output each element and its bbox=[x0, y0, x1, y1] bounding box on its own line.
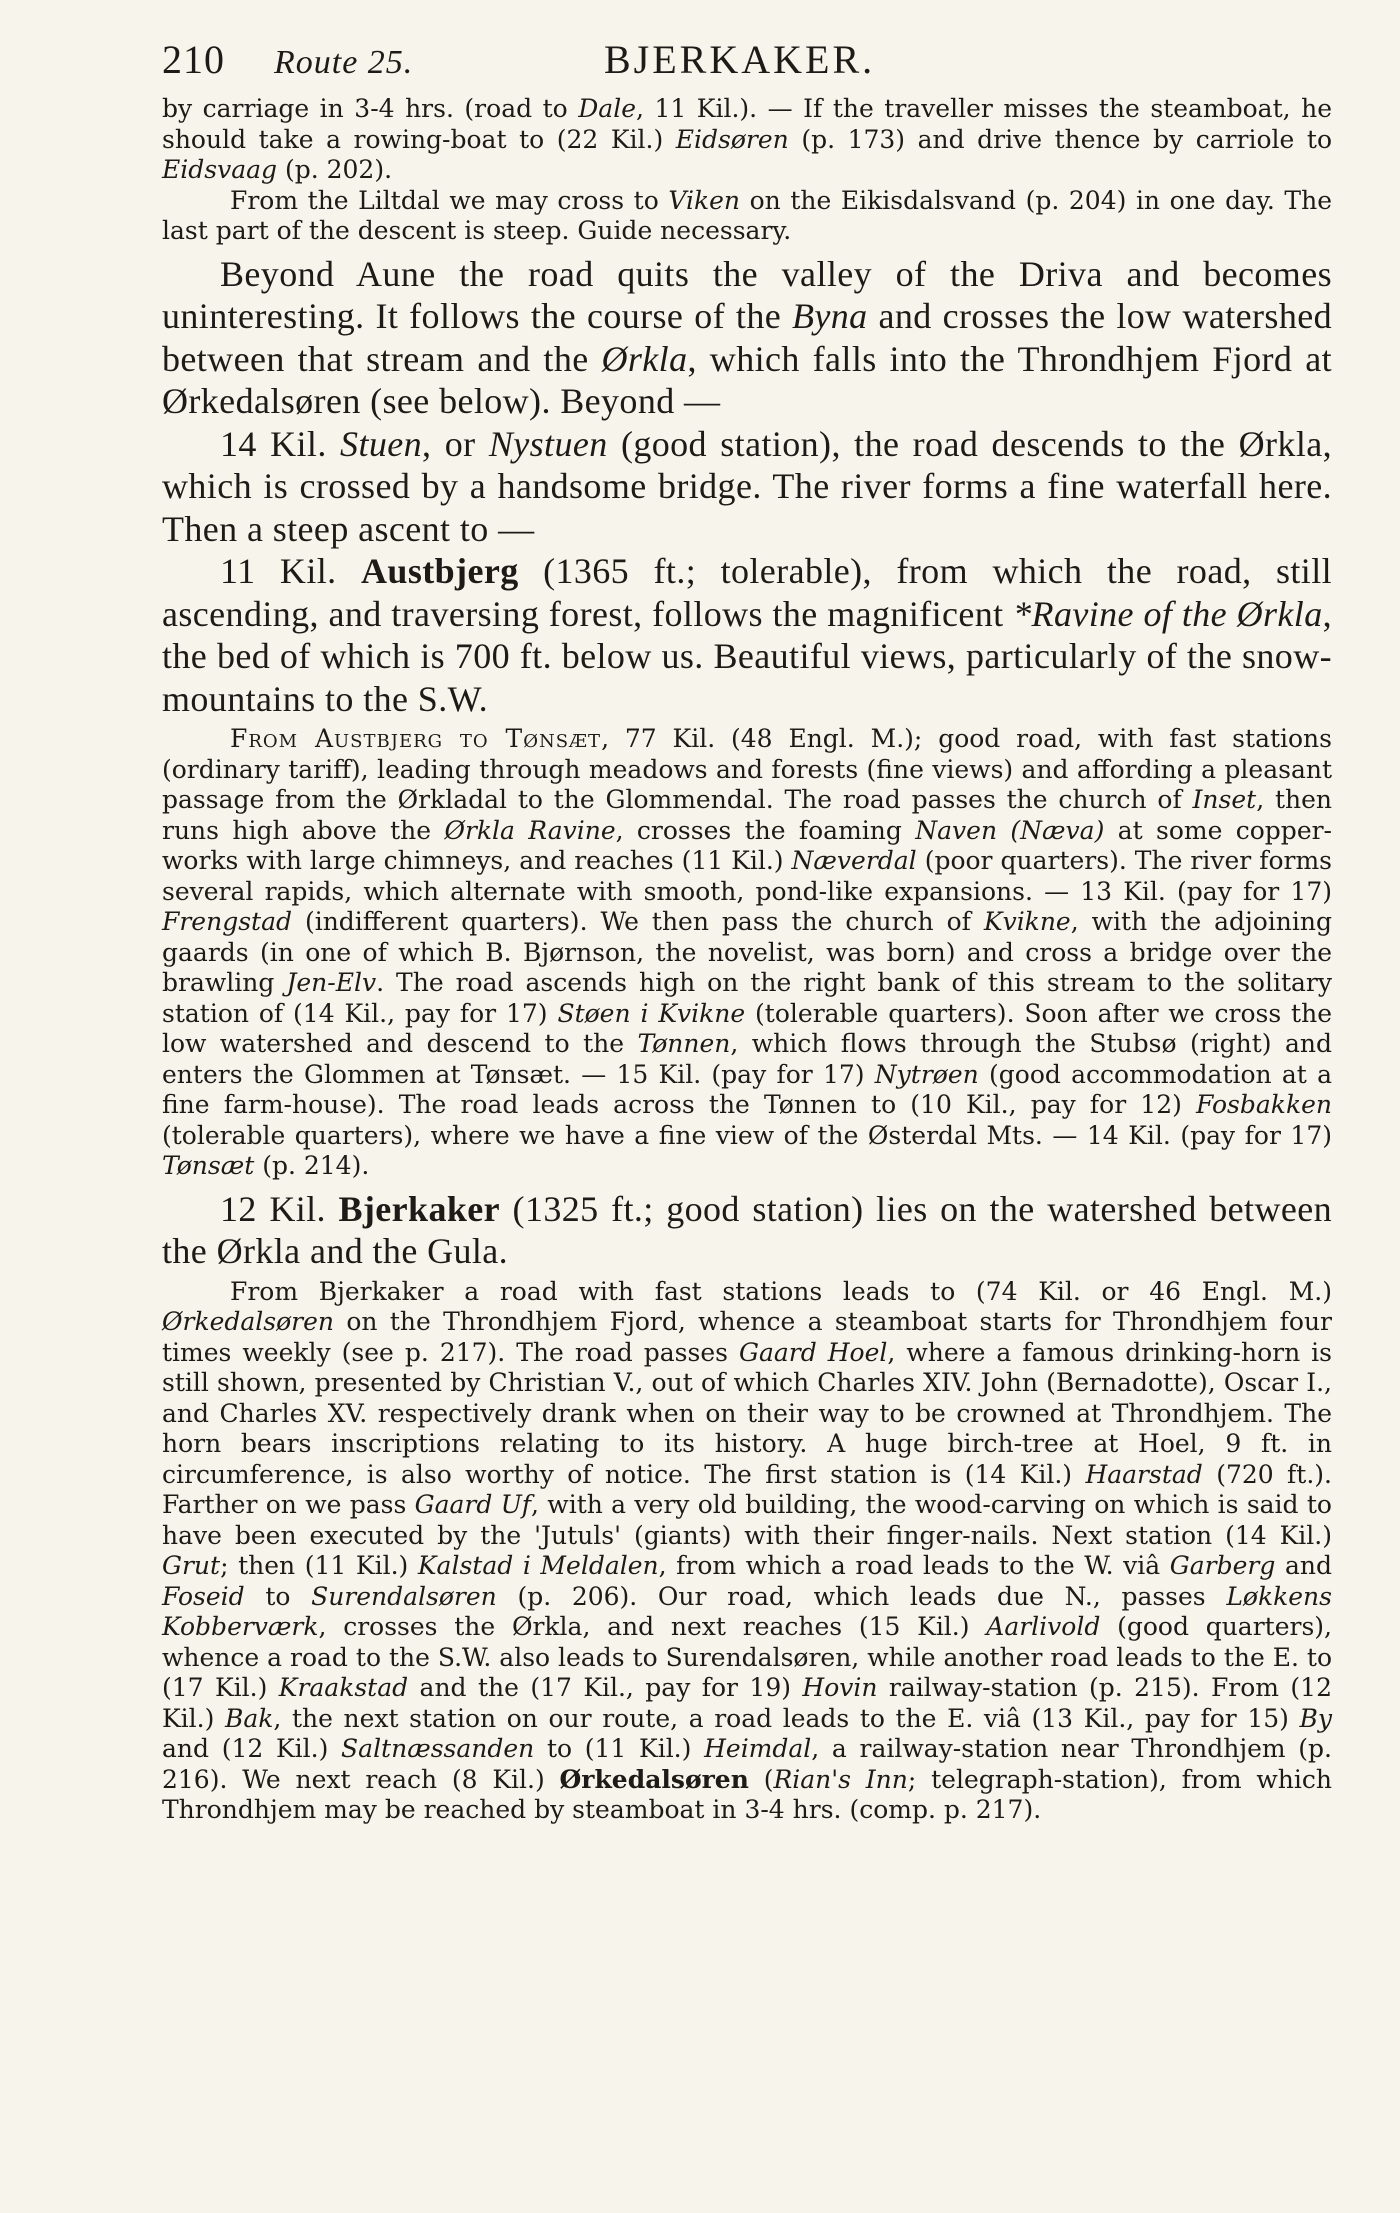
text-run: Garberg bbox=[1169, 1551, 1276, 1580]
text-run: Heimdal bbox=[704, 1734, 812, 1763]
body-text bbox=[162, 94, 1332, 1826]
text-run: , from which a road leads to the W. viâ bbox=[658, 1551, 1170, 1580]
text-run: Ørkla Ravine bbox=[444, 815, 616, 845]
text-run: Kraakstad bbox=[278, 1673, 409, 1702]
text-run: (720 ft.). Farther on we pass bbox=[162, 1459, 1332, 1519]
text-run: at some copper-works with large chimneys, and reaches (11 Kil.) bbox=[162, 815, 1333, 875]
text-run: Ørkedalsøren bbox=[162, 1307, 335, 1336]
text-run: (tolerable quarters), where we have a fine view of the Østerdal Mts. — 14 Kil. (pay for 17) bbox=[162, 1120, 1332, 1150]
paragraph-p3 bbox=[162, 253, 1332, 423]
text-run: railway-station (p. 215). From (12 Kil.) bbox=[162, 1673, 1332, 1733]
paragraph-p8 bbox=[162, 1277, 1332, 1826]
text-run: Rian's Inn bbox=[773, 1764, 908, 1794]
text-run: From the Liltdal we may cross to bbox=[230, 185, 669, 215]
text-run: Frengstad bbox=[162, 907, 292, 936]
text-run: Fosbakken bbox=[1196, 1090, 1332, 1119]
text-run: (p. 202). bbox=[277, 155, 393, 184]
text-run: , 11 Kil.). — If the traveller misses the steamboat, he should take a rowing-boat to (22 Kil.) bbox=[162, 94, 1332, 154]
running-title: BJERKAKER. bbox=[604, 37, 876, 82]
text-run: From Bjerkaker a road with fast stations leads to (74 Kil. or 46 Engl. M.) bbox=[230, 1276, 1332, 1306]
text-run: (tolerable quarters). Soon after we cross the low watershed and descend to the bbox=[162, 998, 1332, 1058]
text-run: Nystuen bbox=[488, 423, 608, 464]
paragraph-p5 bbox=[162, 550, 1332, 720]
text-run: 11 Kil. bbox=[220, 551, 362, 591]
text-run: Grut bbox=[162, 1551, 221, 1580]
paragraph-p6 bbox=[162, 724, 1332, 1182]
text-run: ( bbox=[748, 1764, 774, 1794]
text-run: on the Throndhjem Fjord, whence a steamboat starts for Throndhjem four times weekly (see p. 217). The road passes bbox=[162, 1307, 1332, 1367]
text-run: , the next station on our route, a road leads to the E. viâ (13 Kil., pay for 15) bbox=[273, 1703, 1300, 1733]
text-run: and the (17 Kil., pay for 19) bbox=[408, 1673, 803, 1702]
text-run: Støen i Kvikne bbox=[557, 998, 746, 1028]
text-run: , which falls into the Throndhjem Fjord at Ørkedalsøren (see below). Beyond — bbox=[162, 338, 1332, 421]
text-run: , crosses the Ørkla, and next reaches (15 Kil.) bbox=[318, 1612, 987, 1641]
text-run: Saltnæssanden bbox=[341, 1734, 535, 1763]
text-run: Ørkla bbox=[601, 338, 688, 379]
route-label: Route 25. bbox=[274, 44, 414, 81]
text-run: Viken bbox=[668, 185, 741, 215]
text-run: ; telegraph-station), from which Throndhjem may be reached by steamboat in 3-4 hrs. (comp. p. 217). bbox=[162, 1764, 1332, 1824]
text-run: to bbox=[244, 1581, 312, 1611]
text-run: to (11 Kil.) bbox=[534, 1734, 705, 1763]
text-run: and bbox=[1275, 1551, 1332, 1580]
text-run: 12 Kil. bbox=[220, 1188, 339, 1229]
text-run: (good station), the road descends to the Ørkla, which is crossed by a handsome bridge. The river forms a fine waterfall here. Then a steep ascent to — bbox=[162, 423, 1332, 549]
text-run: Stuen bbox=[340, 423, 423, 464]
text-run: By bbox=[1299, 1703, 1332, 1733]
text-run: Austbjerg bbox=[361, 551, 519, 591]
text-run: Kvikne bbox=[983, 907, 1071, 936]
text-run: (poor quarters). The river forms several rapids, which alternate with smooth, pond-like expansions. — 13 Kil. (pay for 17) bbox=[162, 846, 1332, 906]
text-run: (p. 173) and drive thence by carriole to bbox=[788, 124, 1332, 154]
text-run: , where a famous drinking-horn is still shown, presented by Christian V., out of which Charles XIV. John (Bernadotte), Oscar I., and Charles XV. respectively drank when on their way to be crowned at Throndhjem. The horn bears inscriptions relating to its history. A huge birch-tree at Hoel, 9 ft. in circumference, is also worthy of notice. The first station is (14 Kil.) bbox=[162, 1337, 1333, 1489]
text-run: Jen-Elv bbox=[286, 968, 377, 997]
text-run: on the Eikisdalsvand (p. 204) in one day. The last part of the descent is steep. Guide necessary. bbox=[162, 185, 1332, 245]
text-run: Kalstad i Meldalen bbox=[417, 1551, 659, 1580]
text-run: Bjerkaker bbox=[338, 1188, 501, 1229]
text-run: Nytrøen bbox=[874, 1059, 979, 1089]
text-run: (good quarters), whence a road to the S.W. also leads to Surendalsøren, while another road leads to the E. to (17 Kil.) bbox=[162, 1612, 1332, 1702]
text-run: Aarlivold bbox=[986, 1612, 1101, 1641]
text-run: and (12 Kil.) bbox=[162, 1734, 342, 1763]
page-number: 210 bbox=[162, 37, 225, 82]
text-run: Ørkedalsøren bbox=[559, 1764, 749, 1794]
text-run: and crosses the low watershed between that stream and the bbox=[162, 296, 1332, 379]
text-run: Haarstad bbox=[1085, 1459, 1203, 1489]
text-run: (p. 214). bbox=[254, 1151, 370, 1180]
text-run: (good accommodation at a fine farm-house). The road leads across the Tønnen to (10 Kil., pay for 12) bbox=[162, 1059, 1333, 1119]
text-run: , crosses the foaming bbox=[615, 815, 916, 845]
text-run: Foseid bbox=[162, 1581, 245, 1611]
text-run: Beyond Aune the road quits the valley of the Driva and becomes uninteresting. It follows the course of the bbox=[162, 253, 1332, 336]
text-run: Dale bbox=[578, 94, 636, 123]
text-run: 14 Kil. bbox=[220, 423, 341, 464]
text-run: Inset bbox=[1192, 785, 1257, 814]
text-run: Byna bbox=[792, 296, 868, 336]
text-run: Tønnen bbox=[637, 1029, 731, 1058]
text-run: , the bed of which is 700 ft. below us. Beautiful views, particularly of the snow-mountains to the S.W. bbox=[162, 593, 1332, 719]
text-run: From Austbjerg to Tønsæt bbox=[230, 724, 602, 753]
text-run: , then runs high above the bbox=[162, 785, 1333, 845]
page-header bbox=[162, 36, 1332, 94]
text-run: Surendalsøren bbox=[311, 1581, 497, 1611]
text-run: , which flows through the Stubsø (right) and enters the Glommen at Tønsæt. — 15 Kil. (pay for 17) bbox=[162, 1029, 1333, 1089]
text-run: *Ravine of the Ørkla bbox=[1013, 593, 1323, 634]
text-run: , a railway-station near Throndhjem (p. 216). We next reach (8 Kil.) bbox=[162, 1734, 1332, 1794]
text-run: Tønsæt bbox=[162, 1151, 255, 1180]
text-run: Eidsøren bbox=[675, 124, 789, 154]
paragraph-p7 bbox=[162, 1188, 1332, 1273]
paragraph-p1 bbox=[162, 94, 1332, 186]
text-run: Gaard Hoel bbox=[739, 1337, 888, 1367]
text-run: , or bbox=[422, 423, 489, 464]
text-run: (1365 ft.; tolerable), from which the road, still ascending, and traversing forest, follows the magnificent bbox=[162, 551, 1332, 634]
text-run: Hovin bbox=[802, 1673, 878, 1702]
text-run: Naven (Næva) bbox=[915, 815, 1105, 845]
paragraph-p2 bbox=[162, 186, 1332, 247]
text-run: (p. 206). Our road, which leads due N., passes bbox=[496, 1581, 1227, 1611]
text-run: Bak bbox=[224, 1703, 274, 1733]
text-run: by carriage in 3-4 hrs. (road to bbox=[162, 94, 579, 123]
text-run: Næverdal bbox=[791, 846, 917, 875]
text-run: (1325 ft.; good station) lies on the watershed between the Ørkla and the Gula. bbox=[162, 1188, 1332, 1271]
text-run: ; then (11 Kil.) bbox=[220, 1551, 418, 1580]
text-run: , with a very old building, the wood-carving on which is said to have been executed by the 'Jutuls' (giants) with their finger-nails. Next station (14 Kil.) bbox=[162, 1490, 1332, 1550]
text-run: , 77 Kil. (48 Engl. M.); good road, with fast stations (ordinary tariff), leading through meadows and forests (fine views) and affording a pleasant passage from the Ørkladal to the Glommendal. The road passes the church of bbox=[162, 724, 1332, 814]
text-run: Eidsvaag bbox=[162, 155, 278, 184]
text-run: . The road ascends high on the right bank of this stream to the solitary station of (14 Kil., pay for 17) bbox=[162, 968, 1332, 1028]
paragraph-p4 bbox=[162, 423, 1332, 551]
text-run: , with the adjoining gaards (in one of which B. Bjørnson, the novelist, was born) and cross a bridge over the brawling bbox=[162, 907, 1332, 997]
text-run: Løkkens Kobberværk bbox=[162, 1581, 1332, 1641]
text-run: (indifferent quarters). We then pass the church of bbox=[291, 907, 984, 936]
text-run: Gaard Uf bbox=[414, 1490, 532, 1519]
